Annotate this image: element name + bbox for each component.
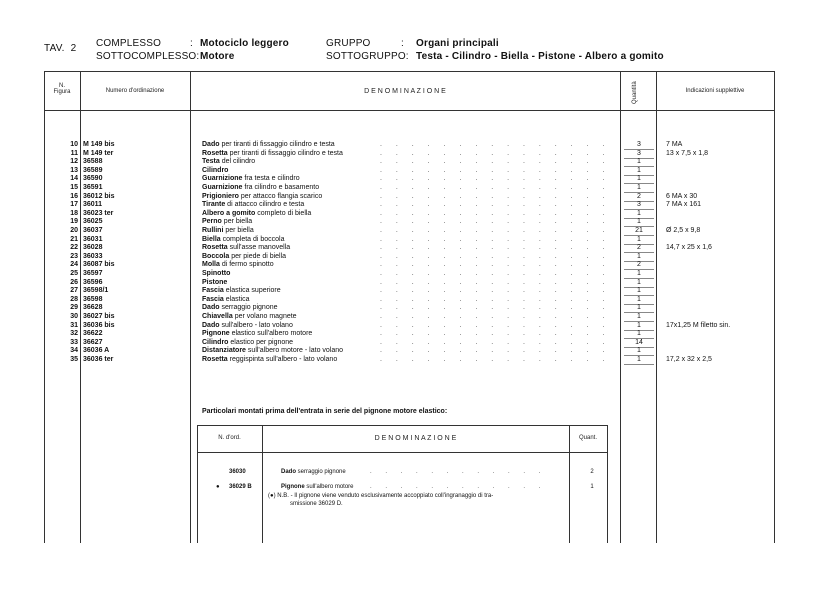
tav-label: TAV. [44, 43, 65, 54]
denomination [202, 201, 304, 210]
part-description: per biella [225, 227, 254, 234]
part-name: Perno [202, 218, 222, 226]
leader-dots: . . . . . . . . . . . . [370, 469, 547, 475]
quantity: 1 [637, 287, 641, 295]
subtable-top-border [197, 425, 608, 426]
quantity: 1 [637, 175, 641, 183]
subtable-col-num: N. d'ord. [218, 435, 241, 441]
supplementary-info: 7 MA x 161 [666, 201, 702, 209]
part-name: Spinotto [202, 270, 231, 277]
order-number: 36589 [83, 166, 103, 174]
part-description: sull'asse manovella [229, 244, 291, 252]
table-row [0, 218, 840, 227]
quantity: 14 [635, 338, 643, 346]
figure-number: 35 [70, 356, 78, 363]
figure-number: 11 [70, 149, 78, 157]
subsection-title: Particolari montati prima dell'entrata in serie del pignone motore elastico: [202, 408, 448, 415]
quantity: 1 [637, 252, 641, 260]
part-description: elastica [225, 295, 250, 303]
order-number: 36023 ter [83, 209, 114, 217]
part-description: per piede di biella [231, 252, 287, 260]
denomination [202, 184, 319, 193]
note-mark: (●) [268, 493, 276, 499]
figure-number: 31 [70, 321, 78, 329]
quantity: 2 [590, 469, 594, 475]
sottocomplesso-value: Motore [200, 51, 235, 62]
leader-dots: . . . . . . . . . . . . . . . [380, 166, 611, 174]
complesso-value: Motociclo leggero [200, 38, 289, 49]
order-number: 36025 [83, 218, 103, 226]
sottogruppo-value: Testa - Cilindro - Biella - Pistone - Albero a gomito [416, 51, 664, 62]
table-top-border [44, 71, 775, 72]
table-row [0, 322, 840, 331]
part-name: Rosetta [202, 244, 228, 252]
denomination [202, 193, 322, 202]
order-number: 36627 [83, 338, 103, 346]
order-number: 36012 bis [83, 192, 115, 200]
quantity: 2 [637, 192, 641, 200]
table-row [0, 287, 840, 296]
part-name: Fascia [202, 287, 224, 295]
figure-number: 12 [70, 158, 78, 166]
figure-number: 27 [70, 287, 78, 295]
table-row [0, 210, 840, 219]
denomination [202, 313, 297, 322]
quantity: 1 [590, 484, 594, 490]
part-name: Pignone [202, 330, 230, 338]
part-name: Cilindro [202, 338, 229, 346]
table-row [0, 270, 840, 279]
part-name: Fascia [202, 295, 224, 303]
quantity: 3 [637, 141, 641, 148]
leader-dots: . . . . . . . . . . . . . . . [380, 235, 611, 243]
figure-number: 17 [70, 201, 78, 209]
table-row [0, 304, 840, 313]
order-number: 36036 A [83, 347, 110, 355]
part-name: Albero a gomito [202, 209, 256, 217]
table-row [0, 279, 840, 288]
col-header-figura: N. Figura [53, 83, 71, 95]
table-row [0, 184, 840, 193]
gruppo-label: GRUPPO [326, 38, 371, 49]
denomination [202, 141, 335, 150]
quantity: 1 [637, 218, 641, 226]
order-number: 36588 [83, 158, 103, 166]
part-description: del cilindro [221, 158, 256, 166]
leader-dots: . . . . . . . . . . . . . . . [380, 158, 611, 166]
note-line-2: smissione 36029 D. [290, 501, 343, 507]
order-number: 36597 [83, 270, 103, 277]
gruppo-value: Organi principali [416, 38, 499, 49]
leader-dots: . . . . . . . . . . . . [370, 484, 547, 490]
part-name: Guarnizione [202, 175, 243, 183]
part-name: Pistone [202, 278, 228, 286]
subtable-col-den: D E N O M I N A Z I O N E [374, 435, 457, 442]
table-row [0, 193, 840, 202]
part-description: elastico per pignone [230, 338, 294, 346]
order-number: 36037 [83, 227, 103, 234]
supplementary-info: 17x1,25 M filetto sin. [666, 321, 731, 329]
figure-number: 32 [70, 330, 78, 338]
part-name: Chiavella [202, 313, 233, 320]
table-header-border [44, 110, 775, 111]
leader-dots: . . . . . . . . . . . . . . . [380, 338, 611, 346]
part-name: Tirante [202, 201, 226, 209]
part-description: sull'albero - lato volano [221, 321, 293, 329]
denomination [281, 468, 346, 477]
order-number: 36031 [83, 235, 103, 243]
quantity: 2 [637, 261, 641, 269]
denomination [281, 483, 354, 492]
denomination [202, 296, 249, 305]
table-row [0, 236, 840, 245]
denomination [202, 270, 230, 279]
table-row [0, 141, 840, 150]
leader-dots: . . . . . . . . . . . . . . . [380, 141, 611, 148]
order-number: 36596 [83, 278, 103, 286]
part-name: Dado [202, 321, 220, 329]
order-number: 36011 [83, 201, 103, 209]
supplementary-info: 17,2 x 32 x 2,5 [666, 356, 712, 363]
part-description: sull'albero motore [306, 484, 354, 490]
table-row [0, 167, 840, 176]
figure-number: 29 [70, 304, 78, 312]
leader-dots: . . . . . . . . . . . . . . . [380, 278, 611, 286]
leader-dots: . . . . . . . . . . . . . . . [380, 261, 611, 269]
figure-number: 20 [70, 227, 78, 234]
order-number: 36033 [83, 252, 103, 260]
quantity: 1 [637, 295, 641, 303]
table-row [0, 339, 840, 348]
denomination [202, 287, 281, 296]
quantity: 1 [637, 356, 641, 363]
order-number: 36590 [83, 175, 103, 183]
part-name: Dado [202, 304, 220, 312]
part-description: reggispinta sull'albero - lato volano [229, 356, 338, 363]
leader-dots: . . . . . . . . . . . . . . . [380, 201, 611, 209]
part-description: di attacco cilindro e testa [227, 201, 305, 209]
figure-number: 10 [70, 141, 78, 148]
figure-number: 18 [70, 209, 78, 217]
quantity: 3 [637, 201, 641, 209]
order-number: 36598/1 [83, 287, 109, 295]
order-number: 36036 ter [83, 356, 114, 363]
subtable-header-border [197, 452, 608, 453]
quantity: 1 [637, 166, 641, 174]
figure-number: 19 [70, 218, 78, 226]
note-line-1 [268, 493, 493, 499]
leader-dots: . . . . . . . . . . . . . . . [380, 304, 611, 312]
denomination [202, 218, 252, 227]
quantity: 1 [637, 278, 641, 286]
table-row [0, 150, 840, 159]
figure-number: 26 [70, 278, 78, 286]
denomination [202, 210, 311, 219]
order-number: 36628 [83, 304, 103, 312]
figure-number: 21 [70, 235, 78, 243]
leader-dots: . . . . . . . . . . . . . . . [380, 313, 611, 320]
figure-number: 24 [70, 261, 78, 269]
quantity-underline [624, 364, 654, 365]
denomination [202, 175, 300, 184]
table-row [0, 296, 840, 305]
quantity: 1 [637, 209, 641, 217]
part-description: fra testa e cilindro [244, 175, 300, 183]
table-label [44, 43, 76, 54]
quantity: 2 [637, 244, 641, 252]
figure-number: 30 [70, 313, 78, 320]
figure-number: 33 [70, 338, 78, 346]
order-number: 36030 [229, 469, 246, 475]
part-name: Cilindro [202, 166, 229, 174]
leader-dots: . . . . . . . . . . . . . . . [380, 295, 611, 303]
figure-number: 15 [70, 184, 78, 191]
order-number: 36027 bis [83, 313, 115, 320]
denomination [202, 158, 255, 167]
part-description: elastico sull'albero motore [231, 330, 313, 338]
denomination [202, 253, 286, 262]
table-row [0, 158, 840, 167]
part-name: Boccola [202, 252, 230, 260]
leader-dots: . . . . . . . . . . . . . . . [380, 244, 611, 252]
leader-dots: . . . . . . . . . . . . . . . [380, 330, 611, 338]
figure-number: 13 [70, 166, 78, 174]
sottocomplesso-label: SOTTOCOMPLESSO: [96, 51, 200, 62]
part-name: Testa [202, 158, 220, 166]
leader-dots: . . . . . . . . . . . . . . . [380, 347, 611, 355]
denomination [202, 227, 254, 236]
supplementary-info: Ø 2,5 x 9,8 [666, 227, 701, 234]
part-description: elastica superiore [225, 287, 281, 295]
sottogruppo-label: SOTTOGRUPPO: [326, 51, 409, 62]
subtable-col-qty: Quant. [578, 435, 597, 441]
part-name: Prigioniero [202, 192, 239, 200]
supplementary-info: 13 x 7,5 x 1,8 [666, 149, 709, 157]
denomination [202, 339, 293, 348]
part-description: per tiranti di fissaggio cilindro e testa [221, 141, 335, 148]
part-name: Biella [202, 235, 221, 243]
leader-dots: . . . . . . . . . . . . . . . [380, 356, 611, 363]
leader-dots: . . . . . . . . . . . . . . . [380, 149, 611, 157]
part-name: Dado [281, 469, 296, 475]
part-description: sull'albero motore - lato volano [247, 347, 344, 355]
denomination [202, 261, 274, 270]
quantity: 1 [637, 304, 641, 312]
quantity: 1 [637, 270, 641, 277]
quantity: 1 [637, 321, 641, 329]
leader-dots: . . . . . . . . . . . . . . . [380, 209, 611, 217]
order-number: 36036 bis [83, 321, 115, 329]
leader-dots: . . . . . . . . . . . . . . . [380, 218, 611, 226]
part-description: di fermo spinotto [221, 261, 274, 269]
part-name: Pignone [281, 484, 305, 490]
part-description: per volano magnete [234, 313, 297, 320]
denomination [202, 167, 228, 176]
order-number: M 149 bis [83, 141, 115, 148]
part-name: Distanziatore [202, 347, 246, 355]
part-description: per attacco flangia scarico [240, 192, 323, 200]
tav-number: 2 [70, 43, 77, 54]
table-row [0, 313, 840, 322]
figure-number: 25 [70, 270, 78, 277]
order-number: 36622 [83, 330, 103, 338]
subtable-row [0, 468, 840, 477]
part-description: per biella [223, 218, 253, 226]
leader-dots: . . . . . . . . . . . . . . . [380, 192, 611, 200]
leader-dots: . . . . . . . . . . . . . . . [380, 252, 611, 260]
part-name: Guarnizione [202, 184, 243, 191]
note-text-1: N.B. - Il pignone viene venduto esclusivamente accoppiato coll'ingranaggio di tra- [277, 493, 494, 499]
denomination [202, 322, 293, 331]
figure-number: 28 [70, 295, 78, 303]
denomination [202, 150, 343, 159]
figure-number: 16 [70, 192, 78, 200]
leader-dots: . . . . . . . . . . . . . . . [380, 287, 611, 295]
quantity: 1 [637, 313, 641, 320]
supplementary-info: 6 MA x 30 [666, 192, 698, 200]
part-description: serraggio pignone [297, 469, 346, 475]
denomination [202, 356, 337, 365]
table-row [0, 227, 840, 236]
quantity: 21 [635, 227, 643, 234]
quantity: 1 [637, 330, 641, 338]
denomination [202, 236, 285, 245]
leader-dots: . . . . . . . . . . . . . . . [380, 270, 611, 277]
figure-number: 23 [70, 252, 78, 260]
part-name: Molla [202, 261, 220, 269]
supplementary-info: 7 MA [666, 141, 683, 148]
quantity: 1 [637, 347, 641, 355]
table-row [0, 356, 840, 365]
denomination [202, 330, 312, 339]
leader-dots: . . . . . . . . . . . . . . . [380, 321, 611, 329]
leader-dots: . . . . . . . . . . . . . . . [380, 227, 611, 234]
order-number: M 149 ter [83, 149, 114, 157]
quantity: 1 [637, 158, 641, 166]
table-row [0, 201, 840, 210]
leader-dots: . . . . . . . . . . . . . . . [380, 184, 611, 191]
table-row [0, 347, 840, 356]
order-number: 36029 B [229, 484, 252, 490]
part-description: per tiranti di fissaggio cilindro e testa [229, 149, 343, 157]
table-row [0, 175, 840, 184]
part-description: serraggio pignone [221, 304, 278, 312]
col-header-denominazione: D E N O M I N A Z I O N E [364, 88, 446, 95]
denomination [202, 279, 227, 288]
denomination [202, 304, 278, 313]
bullet-mark: ● [216, 484, 220, 490]
part-name: Rosetta [202, 149, 228, 157]
part-description: fra cilindro e basamento [244, 184, 320, 191]
denomination [202, 347, 343, 356]
table-row [0, 244, 840, 253]
leader-dots: . . . . . . . . . . . . . . . [380, 175, 611, 183]
figure-number: 22 [70, 244, 78, 252]
order-number: 36028 [83, 244, 103, 252]
table-row [0, 330, 840, 339]
quantity: 1 [637, 184, 641, 191]
denomination [202, 244, 290, 253]
part-name: Rosetta [202, 356, 228, 363]
figure-number: 14 [70, 175, 78, 183]
colon: : [190, 38, 193, 49]
complesso-label: COMPLESSO [96, 38, 162, 49]
col-header-quantita: Quantità [632, 81, 638, 104]
supplementary-info: 14,7 x 25 x 1,6 [666, 244, 712, 252]
figure-number: 34 [70, 347, 78, 355]
table-row [0, 261, 840, 270]
order-number: 36087 bis [83, 261, 115, 269]
order-number: 36598 [83, 295, 103, 303]
part-description: completo di biella [257, 209, 312, 217]
col-header-numero: Numero d'ordinazione [105, 88, 165, 94]
part-name: Rullini [202, 227, 224, 234]
order-number: 36591 [83, 184, 103, 191]
colon: : [401, 38, 404, 49]
quantity: 3 [637, 149, 641, 157]
col-header-indicazioni: Indicazioni supplettive [685, 88, 745, 94]
table-row [0, 253, 840, 262]
quantity: 1 [637, 235, 641, 243]
part-description: completa di boccola [222, 235, 285, 243]
subtable-row [0, 483, 840, 492]
part-name: Dado [202, 141, 220, 148]
